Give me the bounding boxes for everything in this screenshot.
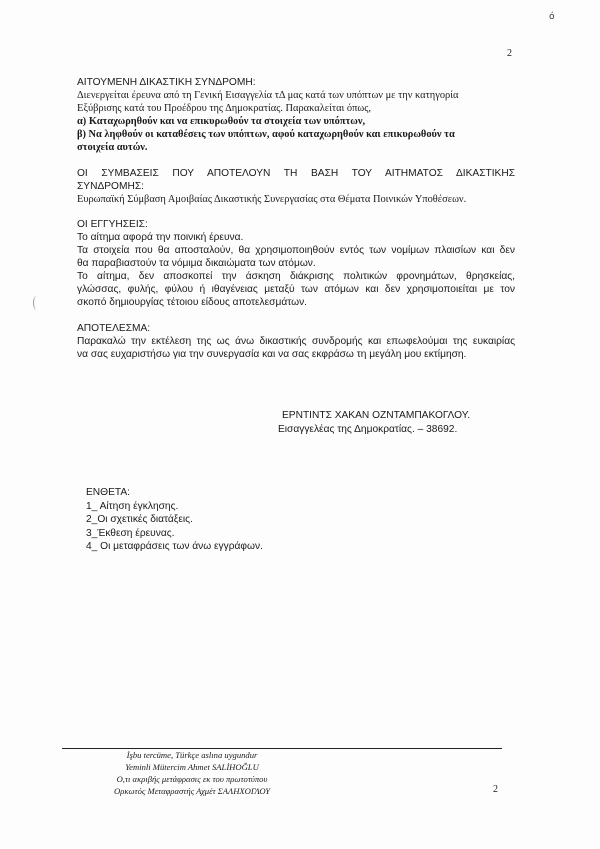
request-heading: ΑΙΤΟΥΜΕΝΗ ΔΙΚΑΣΤΙΚΗ ΣΥΝΔΡΟΜΗ:: [77, 77, 256, 88]
footer-line-2: Yeminli Mütercim Ahmet SALİHOĞLU: [125, 762, 259, 772]
enclosures-heading: ΕΝΘΕΤΑ:: [86, 487, 130, 498]
guarantees-line-5: γλώσσας, φυλής, φύλου ή ιθαγένειας μεταξύ των ατόμων και δεν χρησιμοποιείται με τον: [77, 284, 515, 296]
signatory-name: ΕΡΝΤΙΝΤΣ ΧΑΚΑΝ ΟΖΝΤΑΜΠΑΚΟΓΛΟΥ.: [282, 410, 471, 421]
page-number-top: 2: [507, 48, 512, 59]
enclosures-section: [86, 486, 263, 554]
document-body: [77, 76, 515, 361]
footer-line-3: Ο,τι ακριβής μετάφρασις εκ του πρωτοτύπου: [116, 774, 268, 784]
guarantees-line-6: σκοπό δημιουργίας τέτοιου είδους αποτελεσμάτων.: [77, 297, 307, 309]
guarantees-section: [77, 218, 515, 310]
request-line-1: Διενεργείται έρευνα από τη Γενική Εισαγγελία τΔ μας κατά των υπόπτων με την κατηγορία: [77, 90, 459, 102]
footer-line-4: Ορκωτός Μεταφραστής Αχμέτ ΣΑΛΗΧΟΓΛΟΥ: [114, 786, 270, 796]
enclosure-item: 1_ Αίτηση έγκλησης.: [86, 500, 179, 512]
result-line-2: να σας ευχαριστήσω για την συνεργασία και να σας εκφράσω τη μεγάλη μου εκτίμηση.: [77, 348, 467, 360]
conventions-heading-line-1: ΟΙ ΣΥΜΒΑΣΕΙΣ ΠΟΥ ΑΠΟΤΕΛΟΥΝ ΤΗ ΒΑΣΗ ΤΟΥ ΑΙΤΗΜΑΤΟΣ ΔΙΚΑΣΤΙΚΗΣ: [77, 167, 515, 179]
guarantees-line-1: Το αίτημα αφορά την ποινική έρευνα.: [77, 231, 244, 243]
guarantees-heading: ΟΙ ΕΓΓΥΗΣΕΙΣ:: [77, 218, 148, 230]
margin-scan-mark: [33, 296, 40, 310]
guarantees-line-3: θα παραβιαστούν τα νόμιμα δικαιώματα των ατόμων.: [77, 258, 316, 270]
ink-mark: ó: [549, 12, 555, 22]
translator-certification: [62, 749, 322, 797]
page-number-bottom: 2: [493, 784, 498, 795]
enclosure-item: 3_Έκθεση έρευνας.: [86, 527, 175, 539]
request-item-a: α) Καταχωρηθούν και να επικυρωθούν τα στοιχεία των υπόπτων,: [77, 116, 366, 128]
signature-block: [278, 409, 470, 436]
conventions-heading-line-2: ΣΥΝΔΡΟΜΗΣ:: [77, 180, 144, 192]
conventions-text: Ευρωπαϊκή Σύμβαση Αμοιβαίας Δικαστικής Συνεργασίας στα Θέματα Ποινικών Υποθέσεων.: [77, 193, 467, 205]
enclosure-item: 4_ Οι μεταφράσεις των άνω εγγράφων.: [86, 541, 263, 553]
signatory-title: Εισαγγελέας της Δημοκρατίας. – 38692.: [278, 423, 458, 435]
request-item-b-line-2: στοιχεία αυτών.: [77, 142, 148, 154]
request-section: [77, 76, 515, 155]
conventions-section: [77, 167, 515, 206]
guarantees-line-2: Τα στοιχεία που θα αποσταλούν, θα χρησιμοποιηθούν εντός των νομίμων πλαισίων και δεν: [77, 245, 515, 257]
request-item-b-line-1: β) Να ληφθούν οι καταθέσεις των υπόπτων, αφού καταχωρηθούν και επικυρωθούν τα: [77, 129, 455, 141]
guarantees-line-4: Το αίτημα, δεν αποσκοπεί την άσκηση διάκρισης πολιτικών φρονημάτων, θρησκείας,: [77, 271, 515, 283]
result-section: [77, 322, 515, 361]
request-line-2: Εξύβρισης κατά του Προέδρου της Δημοκρατίας. Παρακαλείται όπως,: [77, 103, 371, 115]
enclosure-item: 2_Οι σχετικές διατάξεις.: [86, 514, 193, 526]
footer-line-1: İşbu tercüme, Türkçe aslına uygundur: [126, 750, 258, 760]
result-heading: ΑΠΟΤΕΛΕΣΜΑ:: [77, 322, 151, 334]
result-line-1: Παρακαλώ την εκτέλεση της ως άνω δικαστικής συνδρομής και επωφελούμαι της ευκαιρίας: [77, 335, 515, 347]
